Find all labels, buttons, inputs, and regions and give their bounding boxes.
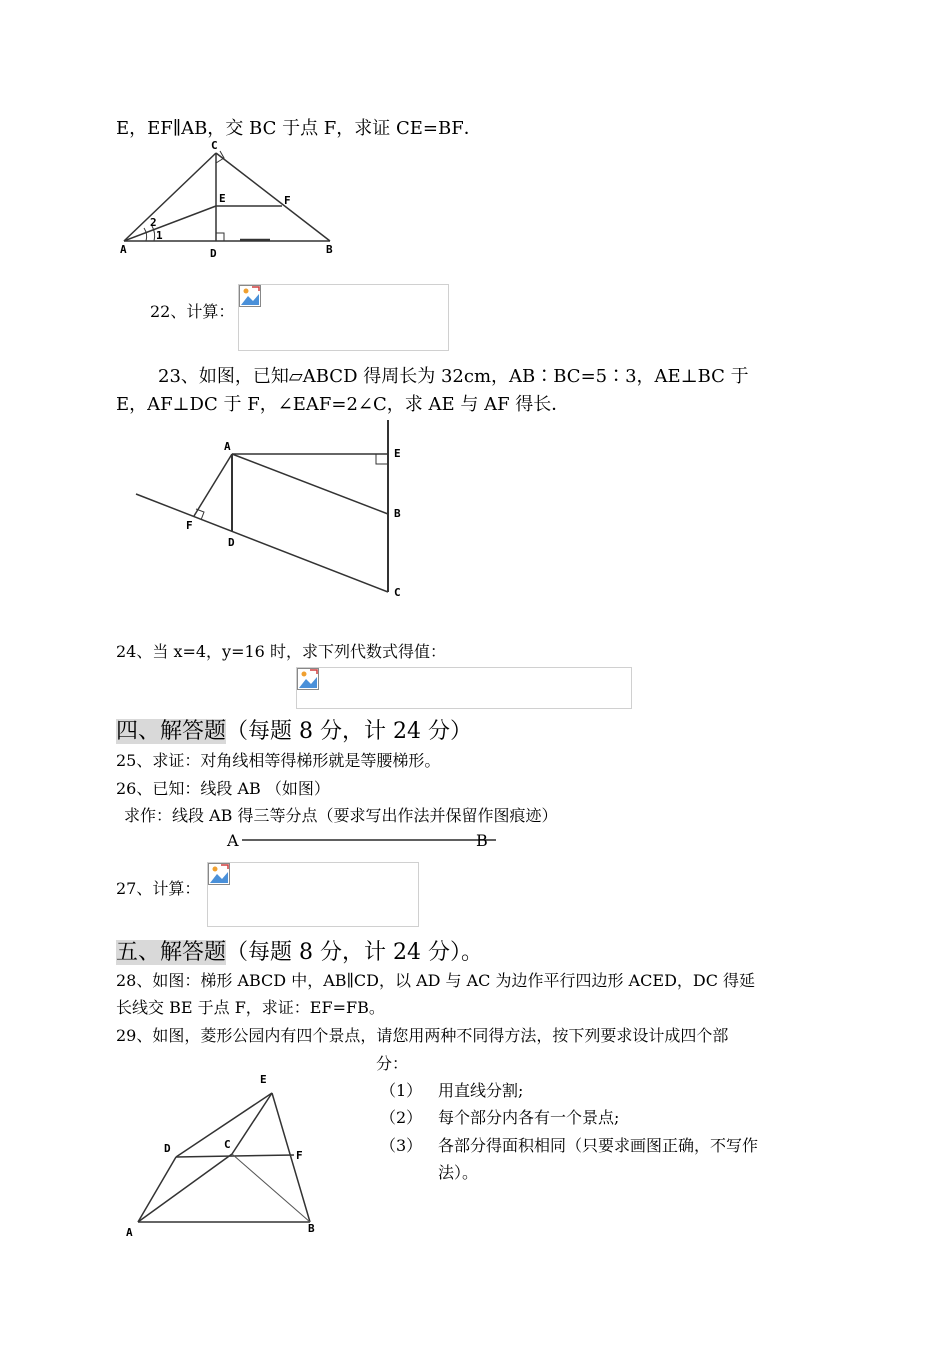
section-5-title: 五、解答题: [116, 940, 227, 965]
q26-label-a: A: [227, 831, 239, 850]
q21-angle-1: 1: [156, 229, 163, 242]
q23-label-e: E: [394, 447, 401, 460]
q23-label-b: B: [394, 507, 401, 520]
q21-label-a: A: [120, 243, 127, 256]
section-4-title: 四、解答题: [116, 719, 227, 744]
q29-line1: 29、如图，菱形公园内有四个景点，请您用两种不同得方法，按下列要求设计成四个部: [116, 1026, 729, 1045]
q29-label-d: D: [164, 1142, 171, 1155]
broken-image-icon: [239, 285, 261, 307]
q21-label-d: D: [210, 247, 217, 260]
q29-item-3-num: （3）: [380, 1136, 423, 1155]
q21-label-f: F: [284, 194, 291, 207]
section-4-heading: [116, 714, 472, 745]
q23-line2: E，AF⊥DC 于 F，∠EAF=2∠C，求 AE 与 AF 得长．: [116, 394, 570, 415]
q29-item-3-cont: 法）。: [438, 1163, 479, 1182]
q21-label-c: C: [211, 139, 218, 152]
q27-text: 27、计算：: [116, 879, 201, 898]
section-5-note: （每题 8 分，计 24 分）。: [226, 940, 483, 965]
q23-figure: [130, 416, 420, 606]
q23-label-a: A: [224, 440, 231, 453]
q29-line2: 分：: [376, 1054, 409, 1073]
q29-item-1-text: 用直线分割;: [438, 1081, 524, 1100]
q29-label-e: E: [260, 1073, 267, 1086]
q24-image-placeholder: [296, 667, 632, 709]
q29-item-2-text: 每个部分内各有一个景点;: [438, 1108, 620, 1127]
q21-angle-2: 2: [150, 216, 157, 229]
q29-label-b: B: [308, 1222, 315, 1235]
q21-text: E，EF∥AB，交 BC 于点 F，求证 CE=BF．: [116, 118, 482, 139]
q26-segment-ab: [240, 832, 500, 848]
q29-label-f: F: [296, 1149, 303, 1162]
q29-label-a: A: [126, 1226, 133, 1239]
q28-line1: 28、如图：梯形 ABCD 中，AB∥CD，以 AD 与 AC 为边作平行四边形 ACED，DC 得延: [116, 971, 756, 990]
broken-image-icon: [297, 668, 319, 690]
q29-item-1-num: （1）: [380, 1081, 423, 1100]
q26-label-b: B: [476, 831, 488, 850]
q24-text: 24、当 x=4，y=16 时，求下列代数式得值：: [116, 642, 446, 661]
q21-label-b: B: [326, 243, 333, 256]
q26-line2: 求作：线段 AB 得三等分点（要求写出作法并保留作图痕迹）: [124, 806, 558, 825]
q26-line1: 26、已知：线段 AB （如图）: [116, 779, 330, 798]
q29-figure: [118, 1066, 338, 1244]
q22-image-placeholder: [238, 284, 449, 351]
q22-text: 22、计算：: [150, 302, 235, 321]
q29-item-3-text: 各部分得面积相同（只要求画图正确，不写作: [438, 1136, 759, 1155]
q28-line2: 长线交 BE 于点 F，求证：EF=FB。: [116, 998, 385, 1017]
section-5-heading: [116, 935, 483, 966]
section-4-note: （每题 8 分，计 24 分）: [226, 719, 472, 744]
q29-item-2-num: （2）: [380, 1108, 423, 1127]
broken-image-icon: [208, 863, 230, 885]
q23-line1: 23、如图，已知▱ABCD 得周长为 32cm，AB∶BC=5∶3，AE⊥BC 于: [158, 366, 749, 387]
q23-label-f: F: [186, 519, 193, 532]
q25-text: 25、求证：对角线相等得梯形就是等腰梯形。: [116, 751, 441, 770]
q23-label-d: D: [228, 536, 235, 549]
q27-image-placeholder: [207, 862, 419, 927]
q29-label-c: C: [224, 1138, 231, 1151]
q23-label-c: C: [394, 586, 401, 599]
q21-figure: [110, 136, 350, 264]
q21-label-e: E: [219, 192, 226, 205]
